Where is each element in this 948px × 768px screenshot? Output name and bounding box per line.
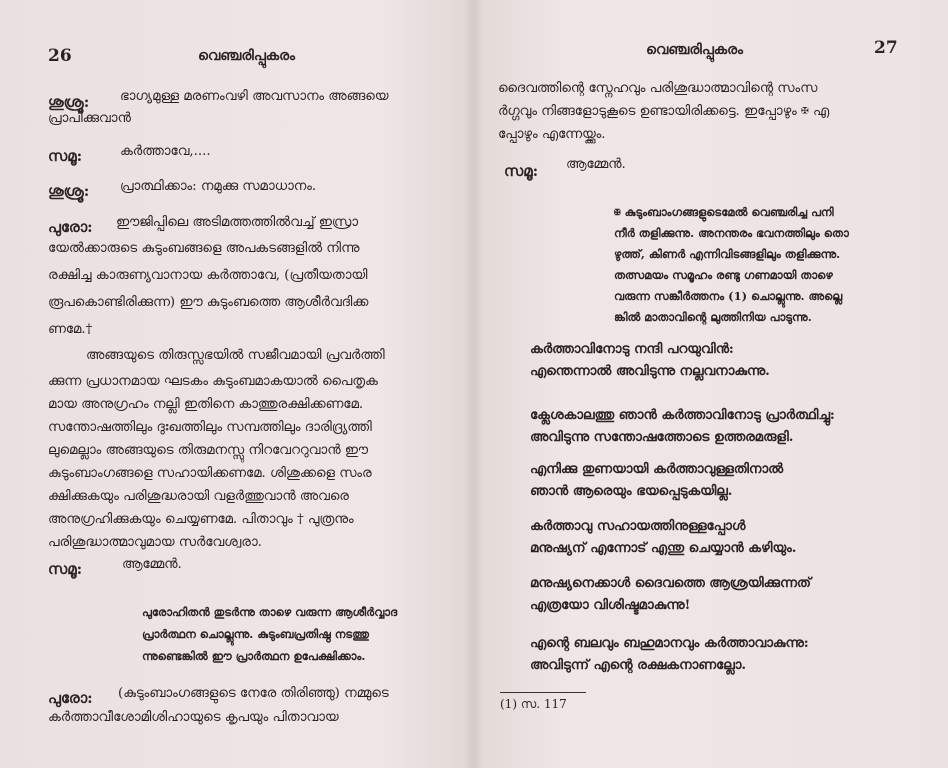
text-line: ഈജിപ്പിലെ അടിമത്തത്തിൽവച്ച് ഇസ്രാ — [116, 215, 359, 230]
text-line: എനിക്കു തുണയായി കർത്താവുള്ളതിനാൽ — [530, 461, 784, 477]
prayer-text — [116, 212, 358, 234]
text-line: ലുമെല്ലാം അങ്ങയുടെ തിരുമനസ്സു നിറവേററുവാൻ ഈ — [48, 443, 368, 458]
speaker-label: പുരോ: — [48, 218, 93, 236]
speaker-label: ശുശ്രൂ: — [48, 93, 90, 111]
footnote: (1) സ. 117 — [500, 697, 567, 711]
prayer-text — [48, 238, 453, 341]
speaker-label: ശുശ്രൂ: — [48, 182, 90, 200]
text-line: പ്രാർത്ഥന ചൊല്ലുന്നു. കുടുംബപ്രതിഷ്ഠ നടത്തു — [142, 627, 369, 641]
text-line: അവിടുന്ന് എന്റെ രക്ഷകനാണല്ലോ. — [530, 657, 747, 673]
text-line: മനുഷ്യനെക്കാൾ ദൈവത്തെ ആശ്രയിക്കുന്നത് — [530, 575, 811, 591]
speaker-label: പുരോ: — [48, 689, 93, 707]
rubric-note — [614, 203, 849, 327]
prayer-text — [120, 176, 316, 198]
text-line: എത്രയോ വിശിഷ്ടമാകുന്നു! — [530, 597, 691, 613]
response-text — [120, 141, 211, 163]
text-line: അങ്ങയുടെ തിരുസ്സഭയിൽ സജീവമായി പ്രവർത്തി — [86, 348, 385, 363]
psalm-verse — [530, 632, 809, 676]
text-line: എന്തെന്നാൽ അവിടുന്നു നല്ലവനാകുന്നു. — [530, 363, 770, 379]
text-line: അനുഗ്രഹിക്കുകയും ചെയ്യണമേ. പിതാവും † പുത്രനും — [48, 512, 354, 527]
page-number: 26 — [48, 46, 72, 66]
psalm-verse — [530, 338, 770, 382]
right-page — [474, 0, 948, 768]
text-line: യേൽക്കാരുടെ കുടുംബങ്ങളെ അപകടങ്ങളിൽ നിന്നു — [48, 241, 360, 256]
response-text — [122, 554, 182, 576]
text-line: കർത്താവു സഹായത്തിനുള്ളപ്പോൾ — [530, 518, 746, 534]
text-line: നീർ തളിക്കുന്നു. അനന്തരം ഭവനത്തിലും തൊ — [614, 226, 849, 240]
prayer-text — [48, 108, 448, 130]
text-line: വരുന്ന സങ്കീർത്തനം (1) ചൊല്ലുന്നു. അല്ലെ — [614, 289, 843, 303]
text-line: കർത്താവിനോടു നന്ദി പറയുവിൻ: — [530, 341, 734, 357]
text-line: ക്ലേശകാലത്തു ഞാൻ കർത്താവിനോടു പ്രാർത്ഥിച്ചു: — [530, 407, 835, 423]
psalm-verse — [530, 404, 835, 448]
prayer-text — [118, 683, 389, 705]
speaker-label: സമൂ: — [504, 162, 539, 180]
prayer-paragraph — [48, 371, 453, 554]
speaker-label: സമൂ: — [48, 560, 83, 578]
text-line: ഞാൻ ആരെയും ഭയപ്പെടുകയില്ല. — [530, 483, 733, 499]
psalm-verse — [530, 515, 796, 559]
text-line: ർഗ്ഗവും നിങ്ങളോടുകൂടെ ഉണ്ടായിരിക്കട്ടെ. ഇപ്പോഴും ✠ എ — [498, 104, 830, 119]
text-line: പ്രാത്ഥിക്കാം: നമുക്കു സമാധാനം. — [120, 179, 317, 194]
text-line: രക്ഷിച്ച കാരുണ്യവാനായ കർത്താവേ, (പ്രതീയതായി — [48, 268, 368, 283]
text-line: അവിടുന്നു സന്തോഷത്തോടെ ഉത്തരമരുളി. — [530, 429, 794, 445]
text-line: ക്ഷിക്കുകയും പരിശുദ്ധരായി വളർത്തുവാൻ അവരെ — [48, 489, 349, 504]
text-line: ദൈവത്തിന്റെ സ്നേഹവും പരിശുദ്ധാത്മാവിന്റെ സംസ — [498, 81, 818, 96]
text-line: പുരോഹിതൻ തുടർന്നു താഴെ വരുന്ന ആശീർവ്വാദ — [142, 605, 398, 619]
prayer-text — [48, 707, 339, 729]
psalm-verse — [530, 458, 783, 502]
text-line: പരിശുദ്ധാത്മാവുമായ സർവേശ്വരാ. — [48, 535, 262, 550]
speaker-label: സമൂ: — [48, 147, 83, 165]
text-line: മായ അനുഗ്രഹം നല്ലി ഇതിനെ കാത്തുരക്ഷിക്കണമേ. — [48, 397, 364, 412]
text-line: പ്പോഴും എന്നേയ്ക്കും. — [498, 127, 606, 142]
text-line: കർത്താവേ,.... — [120, 144, 211, 159]
text-line: ന്നുണ്ടെങ്കിൽ ഈ പ്രാർത്ഥന ഉപേക്ഷിക്കാം. — [142, 649, 366, 663]
text-line: ✠ കുടുംബാംഗങ്ങളുടെമേൽ വെഞ്ചരിച്ച പനി — [614, 205, 834, 219]
text-line: രൂപകൊണ്ടിരിക്കുന്ന) ഈ കുടുംബത്തെ ആശീർവദിക്ക — [48, 295, 369, 310]
text-line: ഴുത്ത്, കിണർ എന്നിവിടങ്ങളിലും തളിക്കുന്നു. — [614, 247, 841, 261]
text-line: തത്സമയം സമൂഹം രണ്ടു ഗണമായി താഴെ — [614, 268, 833, 282]
text-line: കർത്താവീശോമിശിഹായുടെ കൃപയും പിതാവായ — [48, 710, 339, 725]
prayer-text — [86, 345, 385, 367]
psalm-verse — [530, 572, 811, 616]
text-line: ണമേ.† — [48, 322, 93, 337]
prayer-text — [498, 78, 923, 146]
text-line: കുടുംബാംഗങ്ങളെ സഹായിക്കണമേ. ശിശുക്കളെ സംര — [48, 466, 372, 481]
text-line: ആമ്മേൻ. — [122, 557, 182, 572]
running-head: വെഞ്ചരിപ്പുകരം — [198, 48, 296, 64]
text-line: ങ്കിൽ മാതാവിന്റെ ലുത്തിനിയ പാടുന്നു. — [614, 310, 812, 324]
text-line: ഭാഗ്യമുള്ള മരണംവഴി അവസാനം അങ്ങയെ — [120, 89, 389, 104]
footnote-rule — [500, 692, 586, 693]
text-line: ക്കുന്ന പ്രധാനമായ ഘടകം കുടുംബമാകയാൽ പൈതൃക — [48, 374, 378, 389]
text-line: പ്രാപിക്കുവാൻ — [48, 111, 131, 126]
rubric-note — [142, 603, 397, 666]
text-line: എന്റെ ബലവും ബഹുമാനവും കർത്താവാകുന്നു: — [530, 635, 809, 651]
response-text: ആമ്മേൻ. — [566, 157, 626, 172]
running-head: വെഞ്ചരിപ്പുകരം — [646, 42, 744, 58]
prayer-text — [120, 86, 450, 108]
text-line: സന്തോഷത്തിലും ദുഃഖത്തിലും സമ്പത്തിലും ദാരിദ്ര്യത്തി — [48, 420, 372, 435]
text-line: മനുഷ്യന് എന്നോട് എന്തു ചെയ്യാൻ കഴിയും. — [530, 540, 797, 556]
text-line: (കുടുംബാംഗങ്ങളുടെ നേരേ തിരിഞ്ഞു) നമ്മുടെ — [118, 686, 389, 701]
page-number: 27 — [874, 38, 898, 58]
